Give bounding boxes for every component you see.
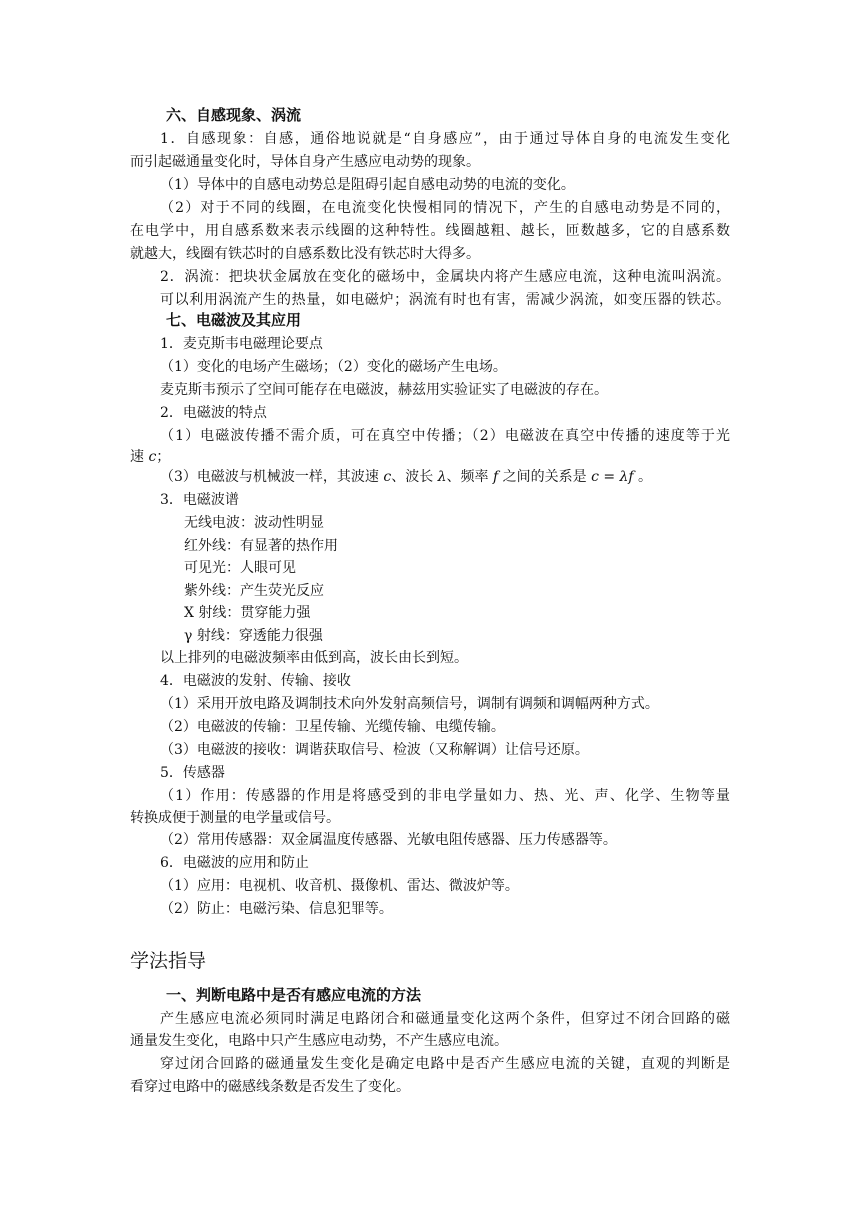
paragraph-line: （2）电磁波的传输：卫星传输、光缆传输、电缆传输。 <box>160 719 505 735</box>
chapter-heading-study-guide: 学法指导 <box>130 950 207 972</box>
paragraph-line: 而引起磁通量变化时，导体自身产生感应电动势的现象。 <box>130 154 480 170</box>
math-variable-c: c <box>148 449 157 465</box>
paragraph-line: 在电学中，用自感系数来表示线圈的这种特性。线圈越粗、越长，匝数越多，它的自感系数 <box>130 223 730 239</box>
paragraph-line: （1）导体中的自感电动势总是阻碍引起自感电动势的电流的变化。 <box>160 177 575 193</box>
paragraph-line: （1）应用：电视机、收音机、摄像机、雷达、微波炉等。 <box>160 878 519 894</box>
spectrum-item: 可见光：人眼可见 <box>184 560 296 576</box>
text-segment: 、频率 <box>446 469 493 485</box>
paragraph-line: 通量发生变化，电路中只产生感应电动势，不产生感应电流。 <box>130 1033 508 1049</box>
subsection-heading: 5．传感器 <box>160 765 225 781</box>
section-heading-em-waves: 七、电磁波及其应用 <box>166 311 302 329</box>
paragraph-line: 就越大，线圈有铁芯时的自感系数比没有铁芯时大得多。 <box>130 246 480 262</box>
spectrum-item: γ 射线：穿透能力很强 <box>184 628 323 644</box>
text-segment: 。 <box>633 469 653 485</box>
text-segment: ； <box>156 449 171 465</box>
paragraph-line: 2．涡流：把块状金属放在变化的磁场中，金属块内将产生感应电流，这种电流叫涡流。 <box>160 269 730 285</box>
spectrum-item: 无线电波：波动性明显 <box>184 515 324 531</box>
paragraph-line: 产生感应电流必须同时满足电路闭合和磁通量变化这两个条件，但穿过不闭合回路的磁 <box>160 1011 730 1027</box>
text-segment: 、波长 <box>391 469 438 485</box>
subsection-heading: 4．电磁波的发射、传输、接收 <box>160 673 351 689</box>
paragraph-line: 转换成便于测量的电学量或信号。 <box>130 810 340 826</box>
paragraph-line: 1．自感现象：自感，通俗地说就是“自身感应”，由于通过导体自身的电流发生变化 <box>160 131 730 147</box>
paragraph-line <box>130 446 170 468</box>
section-heading-induced-current: 一、判断电路中是否有感应电流的方法 <box>166 986 422 1004</box>
spectrum-item: 紫外线：产生荧光反应 <box>184 583 324 599</box>
paragraph-line: 穿过闭合回路的磁通量发生变化是确定电路中是否产生感应电流的关键，直观的判断是 <box>160 1056 730 1072</box>
paragraph-line: 看穿过电路中的磁感线条数是否发生了变化。 <box>130 1079 410 1095</box>
math-variable-c: c <box>383 469 392 485</box>
paragraph-line <box>160 466 652 488</box>
paragraph-line: 以上排列的电磁波频率由低到高，波长由长到短。 <box>160 650 468 666</box>
paragraph-line: （1）采用开放电路及调制技术向外发射高频信号，调制有调频和调幅两种方式。 <box>160 696 659 712</box>
spectrum-item: X 射线：贯穿能力强 <box>184 605 311 621</box>
paragraph-line: （2）防止：电磁污染、信息犯罪等。 <box>160 901 393 917</box>
text-segment: 之间的关系是 <box>498 469 592 485</box>
paragraph-line: 麦克斯韦预示了空间可能存在电磁波，赫兹用实验证实了电磁波的存在。 <box>160 382 608 398</box>
paragraph-line: （2）常用传感器：双金属温度传感器、光敏电阻传感器、压力传感器等。 <box>160 832 617 848</box>
paragraph-line: （1）电磁波传播不需介质，可在真空中传播；（2）电磁波在真空中传播的速度等于光 <box>160 428 730 444</box>
math-variable-f: f <box>492 469 499 485</box>
subsection-heading: 3．电磁波谱 <box>160 492 239 508</box>
paragraph-line: （3）电磁波的接收：调谐获取信号、检波（又称解调）让信号还原。 <box>160 742 589 758</box>
text-segment: （3）电磁波与机械波一样，其波速 <box>160 469 384 485</box>
subsection-heading: 6．电磁波的应用和防止 <box>160 855 309 871</box>
math-formula: c = λf <box>591 469 634 485</box>
text-segment: 速 <box>130 449 149 465</box>
paragraph-line: （1）变化的电场产生磁场；（2）变化的磁场产生电场。 <box>160 359 507 375</box>
paragraph-line: （2）对于不同的线圈，在电流变化快慢相同的情况下，产生的自感电动势是不同的， <box>160 200 730 216</box>
spectrum-item: 红外线：有显著的热作用 <box>184 538 338 554</box>
paragraph-line: 可以利用涡流产生的热量，如电磁炉；涡流有时也有害，需减少涡流，如变压器的铁芯。 <box>160 292 730 308</box>
subsection-heading: 2．电磁波的特点 <box>160 405 267 421</box>
paragraph-line: （1）作用：传感器的作用是将感受到的非电学量如力、热、光、声、化学、生物等量 <box>160 788 730 804</box>
section-heading-self-induction: 六、自感现象、涡流 <box>166 106 302 124</box>
subsection-heading: 1．麦克斯韦电磁理论要点 <box>160 336 323 352</box>
math-variable-lambda: λ <box>437 469 447 485</box>
